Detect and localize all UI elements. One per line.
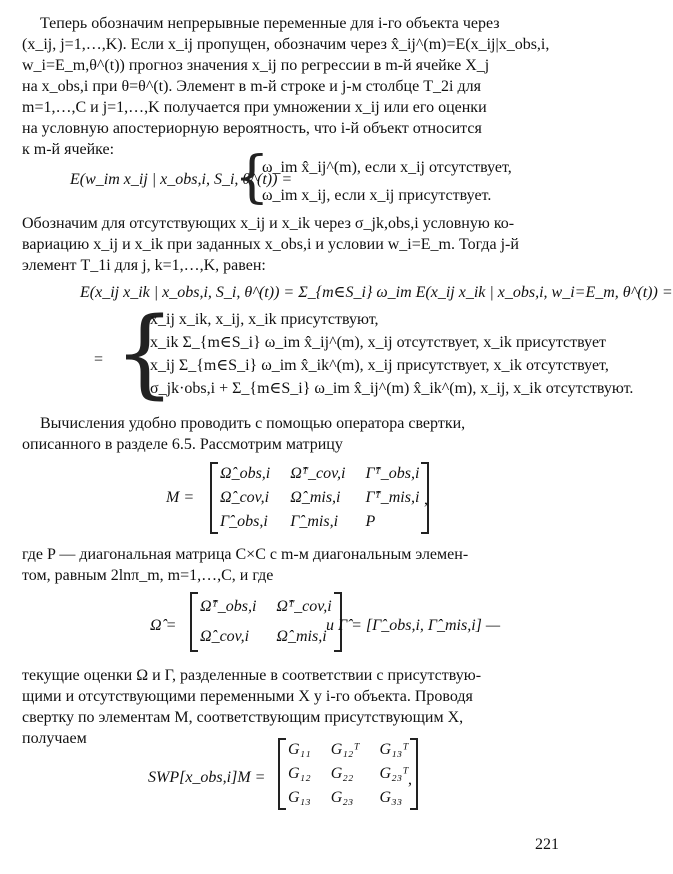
matrix-cell: Γ̂ᵀ_mis,i xyxy=(365,489,420,506)
equation-lhs: E(w_im x_ij | x_obs,i, S_i, θ^(t)) = xyxy=(70,171,293,188)
equation-case: ω_im x̂_ij^(m), если x_ij отсутствует, xyxy=(262,159,512,176)
matrix-cell: G₁₃ᵀ xyxy=(379,741,409,758)
matrix-cell: G₁₂ xyxy=(288,765,311,782)
matrix-swp xyxy=(278,738,418,810)
matrix-cell: Ω̂ᵀ_cov,i xyxy=(290,465,346,482)
matrix-cell: G₂₃ xyxy=(330,789,354,806)
text-line: m=1,…,C и j=1,…,K получается при умножении x_ij или его оценки xyxy=(22,99,487,116)
matrix-cell: G₁₁ xyxy=(288,741,311,758)
matrix-cell: G₁₂ᵀ xyxy=(330,741,360,758)
matrix-cell: G₂₃ᵀ xyxy=(379,765,409,782)
matrix-cell: Ω̂_mis,i xyxy=(276,628,327,645)
matrix-cell: Γ̂_obs,i xyxy=(220,513,268,530)
matrix-swp-trail: , xyxy=(408,771,412,788)
matrix-cell: Γ̂_mis,i xyxy=(290,513,339,530)
matrix-cell: Ω̂_cov,i xyxy=(200,628,250,645)
matrix-cell: Ω̂ᵀ_obs,i xyxy=(200,598,257,615)
equation-case: x_ij Σ_{m∈S_i} ω_im x̂_ik^(m), x_ij присутствует, x_ik отсутствует, xyxy=(150,357,609,374)
matrix-cell: G₂₂ xyxy=(330,765,354,782)
page-number: 221 xyxy=(535,836,559,853)
matrix-m xyxy=(210,462,429,534)
matrix-omega-label: Ω̂ = xyxy=(150,617,177,634)
gamma-definition: и Γ̂ = [Γ̂_obs,i, Γ̂_mis,i] — xyxy=(326,617,501,634)
matrix-cell: Γ̂ᵀ_obs,i xyxy=(365,465,420,482)
matrix-m-label: M = xyxy=(166,489,195,506)
text-line: описанного в разделе 6.5. Рассмотрим матрицу xyxy=(22,436,343,453)
text-line: на x_obs,i при θ=θ^(t). Элемент в m-й строке и j-м столбце T_2i для xyxy=(22,78,481,95)
matrix-cell: G₃₃ xyxy=(379,789,403,806)
matrix-swp-label: SWP[x_obs,i]M = xyxy=(148,769,266,786)
matrix-cell: Ω̂_obs,i xyxy=(220,465,271,482)
matrix-m-trail: , xyxy=(424,491,428,508)
text-line: w_i=E_m,θ^(t)) прогноз значения x_ij по регрессии в m-й ячейке X_j xyxy=(22,57,490,74)
text-line: щими и отсутствующими переменными X у i-го объекта. Проводя xyxy=(22,688,473,705)
text-line: Вычисления удобно проводить с помощью оператора свертки, xyxy=(40,415,466,432)
equation-case: ω_im x_ij, если x_ij присутствует. xyxy=(262,187,492,204)
text-line: элемент T_1i для j, k=1,…,K, равен: xyxy=(22,257,266,274)
text-line: (x_ij, j=1,…,K). Если x_ij пропущен, обозначим через x̂_ij^(m)=E(x_ij|x_obs,i, xyxy=(22,36,550,53)
text-line: где P — диагональная матрица C×C с m-м диагональным элемен- xyxy=(22,546,469,563)
text-line: к m-й ячейке: xyxy=(22,141,115,158)
text-line: на условную апостериорную вероятность, что i-й объект относится xyxy=(22,120,482,137)
equation-case: x_ik Σ_{m∈S_i} ω_im x̂_ij^(m), x_ij отсутствует, x_ik присутствует xyxy=(150,334,607,351)
equation-case: x_ij x_ik, x_ij, x_ik присутствуют, xyxy=(150,311,379,328)
text-line: Теперь обозначим непрерывные переменные для i-го объекта через xyxy=(40,15,500,32)
text-line: текущие оценки Ω и Γ, разделенные в соответствии с присутствую- xyxy=(22,667,482,684)
text-line: Обозначим для отсутствующих x_ij и x_ik через σ_jk,obs,i условную ко- xyxy=(22,215,515,232)
matrix-omega xyxy=(190,592,342,652)
equals-sign: = xyxy=(94,351,104,368)
text-line: том, равным 2lnπ_m, m=1,…,C, и где xyxy=(22,567,274,584)
matrix-cell: Ω̂ᵀ_cov,i xyxy=(276,598,332,615)
equation-lhs: E(x_ij x_ik | x_obs,i, S_i, θ^(t)) = Σ_{m∈S_i} ω_im E(x_ij x_ik | x_obs,i, w_i=E_m, θ^(t)) = xyxy=(80,284,673,301)
matrix-cell: G₁₃ xyxy=(288,789,311,806)
text-line: получаем xyxy=(22,730,87,747)
text-line: свертку по элементам M, соответствующим присутствующим X, xyxy=(22,709,464,726)
text-line: вариацию x_ij и x_ik при заданных x_obs,i и условии w_i=E_m. Тогда j-й xyxy=(22,236,519,253)
matrix-cell: P xyxy=(365,513,376,530)
matrix-cell: Ω̂_cov,i xyxy=(220,489,270,506)
matrix-cell: Ω̂_mis,i xyxy=(290,489,341,506)
left-brace: { xyxy=(234,145,270,210)
left-brace: { xyxy=(114,297,176,409)
equation-case: σ_jk·obs,i + Σ_{m∈S_i} ω_im x̂_ij^(m) x̂_ik^(m), x_ij, x_ik отсутствуют. xyxy=(150,380,634,397)
